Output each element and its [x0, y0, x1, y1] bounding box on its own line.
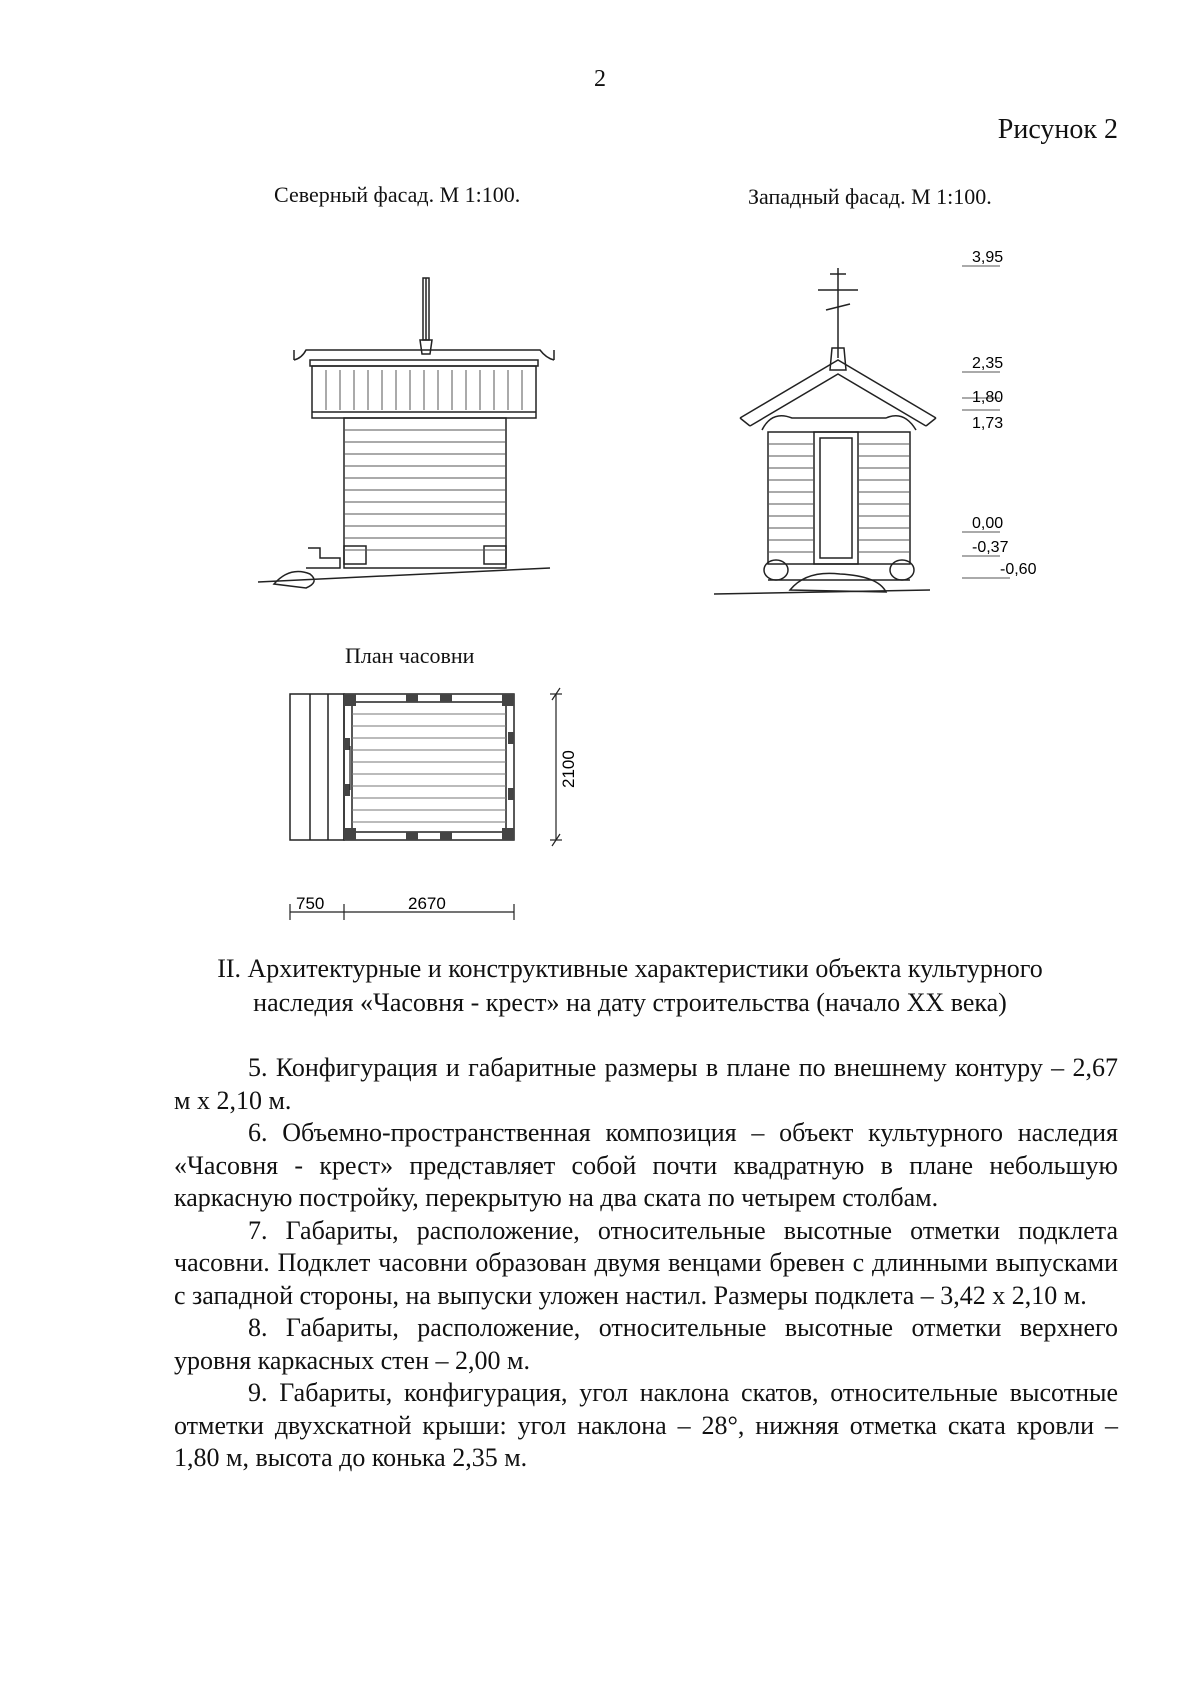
plan-caption: План часовни: [345, 643, 475, 668]
section-heading-line: наследия «Часовня - крест» на дату строительства (начало XX века): [253, 988, 1007, 1017]
west-facade-caption: Западный фасад. М 1:100.: [748, 184, 992, 209]
section-heading: [160, 952, 1100, 1020]
section-heading-line: II. Архитектурные и конструктивные характеристики объекта культурного: [217, 954, 1043, 983]
body-text: [174, 1052, 1118, 1475]
north-facade-drawing: [250, 270, 570, 600]
elevation-mark: 1,80: [972, 389, 1004, 406]
paragraph: 8. Габариты, расположение, относительные высотные отметки верхнего уровня каркасных стен – 2,00 м.: [174, 1313, 1118, 1375]
paragraph: 6. Объемно-пространственная композиция – объект культурного наследия «Часовня - крест» представляет собой почти квадратную в плане небольшую каркасную постройку, перекрытую на два ската по четырем столбам.: [174, 1118, 1118, 1212]
paragraph: 7. Габариты, расположение, относительные высотные отметки подклета часовни. Подклет часовни образован двумя венцами бревен с длинными выпусками с западной стороны, на выпуски уложен настил. Размеры подклета – 3,42 х 2,10 м.: [174, 1215, 1118, 1310]
figure-label: Рисунок 2: [997, 114, 1118, 145]
paragraph: 5. Конфигурация и габаритные размеры в плане по внешнему контуру – 2,67 м х 2,10 м.: [174, 1053, 1118, 1115]
page-number: 2: [594, 66, 606, 92]
elevation-mark: 3,95: [972, 249, 1004, 266]
plan-dimension-length: 2670: [408, 894, 446, 913]
west-facade-drawing: [710, 240, 1050, 600]
north-facade-caption: Северный фасад. М 1:100.: [274, 182, 521, 207]
elevation-mark: -0,37: [972, 539, 1009, 556]
elevation-mark: 0,00: [972, 515, 1004, 532]
plan-dimension-porch: 750: [296, 894, 325, 913]
plan-dimension-depth: 2100: [559, 750, 578, 788]
elevation-mark: 1,73: [972, 415, 1004, 432]
elevation-mark: 2,35: [972, 355, 1004, 372]
paragraph: 9. Габариты, конфигурация, угол наклона скатов, относительные высотные отметки двухскатной крыши: угол наклона – 28°, нижняя отметка ската кровли – 1,80 м, высота до конька 2,35 м.: [174, 1378, 1118, 1472]
elevation-mark: -0,60: [1000, 561, 1037, 578]
chapel-plan-drawing: [270, 680, 610, 930]
